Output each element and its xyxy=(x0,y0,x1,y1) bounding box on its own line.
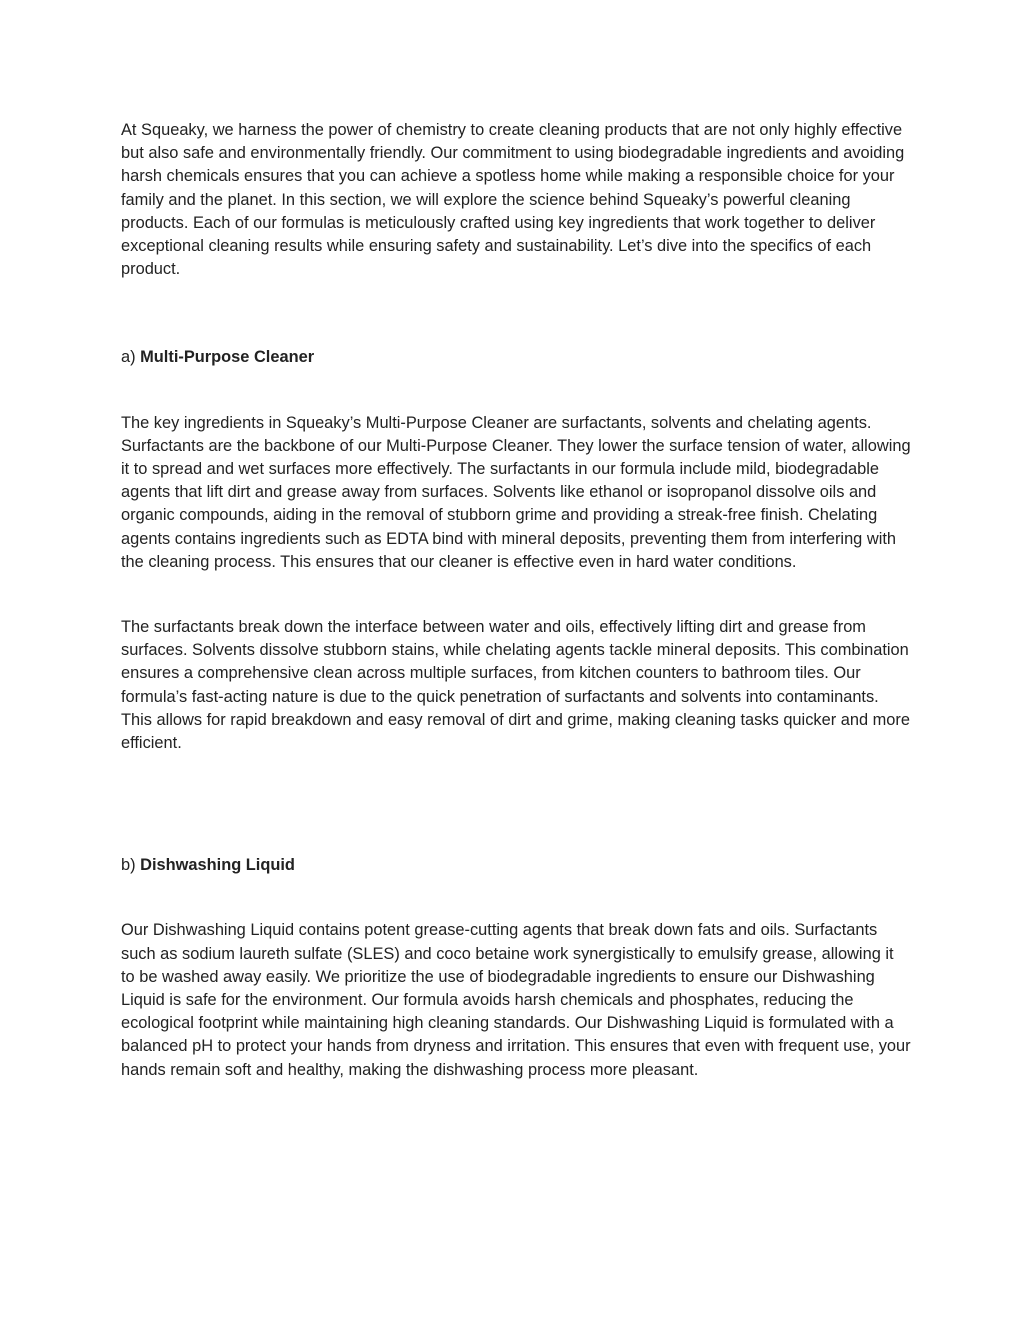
body-paragraph: The key ingredients in Squeaky’s Multi-Purpose Cleaner are surfactants, solvents and chelating agents. Surfactants are the backbone of our Multi-Purpose Cleaner. They lower the surface tension of water, allowing it to spread and wet surfaces more effectively. The surfactants in our formula include mild, biodegradable agents that lift dirt and grease away from surfaces. Solvents like ethanol or isopropanol dissolve oils and organic compounds, aiding in the removal of stubborn grime and providing a streak-free finish. Chelating agents contains ingredients such as EDTA bind with mineral deposits, preventing them from interfering with the cleaning process. This ensures that our cleaner is effective even in hard water conditions. xyxy=(121,413,911,571)
section-heading-dishwashing-liquid xyxy=(121,854,911,877)
intro-paragraph: At Squeaky, we harness the power of chemistry to create cleaning products that are not only highly effective but also safe and environmentally friendly. Our commitment to using biodegradable ingredients and avoiding harsh chemicals ensures that you can achieve a spotless home while making a responsible choice for your family and the planet. In this section, we will explore the science behind Squeaky’s powerful cleaning products. Each of our formulas is meticulously crafted using key ingredients that work together to deliver exceptional cleaning results while ensuring safety and sustainability. Let’s dive into the specifics of each product. xyxy=(121,121,905,279)
section-prefix: b) xyxy=(121,856,141,875)
body-paragraph: Our Dishwashing Liquid contains potent grease-cutting agents that break down fats and oils. Surfactants such as sodium laureth sulfate (SLES) and coco betaine work synergistically to emulsify grease, allowing it to be washed away easily. We prioritize the use of biodegradable ingredients to ensure our Dishwashing Liquid is safe for the environment. Our formula avoids harsh chemicals and phosphates, reducing the ecological footprint while maintaining high cleaning standards. Our Dishwashing Liquid is formulated with a balanced pH to protect your hands from dryness and irritation. This ensures that even with frequent use, your hands remain soft and healthy, making the dishwashing process more pleasant. xyxy=(121,921,911,1079)
section-title: Multi-Purpose Cleaner xyxy=(140,348,315,367)
body-paragraph: The surfactants break down the interface between water and oils, effectively lifting dirt and grease from surfaces. Solvents dissolve stubborn stains, while chelating agents tackle mineral deposits. This combination ensures a comprehensive clean across multiple surfaces, from kitchen counters to bathroom tiles. Our formula’s fast-acting nature is due to the quick penetration of surfactants and solvents into contaminants. This allows for rapid breakdown and easy removal of dirt and grime, making cleaning tasks quicker and more efficient. xyxy=(121,618,910,753)
document-page xyxy=(121,119,911,1082)
section-heading-multi-purpose-cleaner xyxy=(121,346,911,369)
section-prefix: a) xyxy=(121,348,141,367)
section-title: Dishwashing Liquid xyxy=(140,856,295,875)
